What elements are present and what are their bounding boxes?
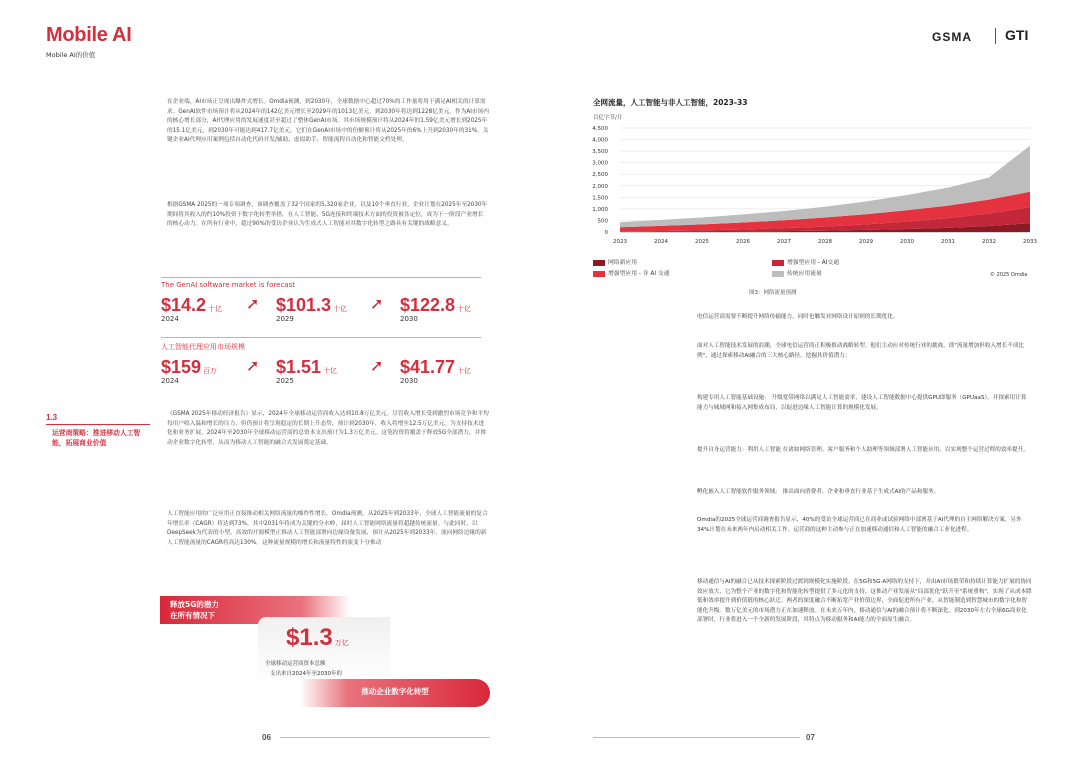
stat-agent-2030	[400, 357, 471, 385]
y-tick-label: 3,500	[592, 149, 608, 156]
divider	[161, 277, 481, 278]
right-paragraph-6: Omdia的2025全球运营商调查报告显示，40%的受访全球运营商已在商业或试验网络中部署基于AI代理的自主网络解决方案，另外34%计划在未来两年内启动相关工作。运营商的这种主动参与正在加速移动通信和人工智能的融合工业化进程。	[697, 517, 1022, 533]
x-tick-label: 2029	[859, 239, 873, 245]
callout-band-digital	[300, 679, 490, 707]
chart-y-axis-label: 百亿字节/月	[593, 115, 623, 121]
section-divider	[46, 424, 150, 425]
stat-agent-2025	[276, 357, 337, 385]
stat-unit: 百万	[203, 368, 218, 375]
right-paragraph-2: 面对人工智能技术发展的浪潮，全球电信运营商正积极推动战略转型。他们主动应对传统行业的挑战，即"流量增加但收入增长不成比例"，通过探索移动AI融合的三大核心路径，挖掘其价值潜力：	[697, 343, 1025, 359]
legend-swatch	[593, 260, 605, 266]
stat-value: $159	[161, 357, 202, 377]
gsma-logo: GSMA	[932, 30, 972, 44]
chart-source: © 2025 Omdia	[990, 272, 1028, 278]
callout-text: 释放5G的潜力 在所有情况下	[170, 600, 219, 620]
stat-agent-2024	[161, 357, 217, 385]
left-paragraph-3: 《GSMA 2025年移动经济报告》显示，2024年全球移动运营商收入达到10.8万亿美元。尽管收入增长受到激烈市场竞争和平均每用户收入温和增长的压力，但仍预计将呈现稳定的长期上升态势，预计到2030年，收入将增至12.5万亿美元。为支持技术进化和业务扩展，2024年至2030年全球移动运营商的总资本支出预计为1.3万亿美元。这笔投资将覆盖于释放5G全部潜力，并推动企业数字化转型，从而为移动人工智能的融合式发展奠定基础。	[167, 411, 489, 446]
x-tick-label: 2031	[941, 239, 955, 245]
legend-swatch	[772, 260, 784, 266]
page-number-right: 07	[806, 733, 815, 742]
right-paragraph-3: 构建专用人工智能基础设施： 升级宽带网络以满足人工智能需求，建设人工智能数据中心提供GPU即服务（GPUaaS），并探索用计算能力与城域网和接入网集成布局，以促进边缘人工智能计算的规模化发展。	[697, 395, 1027, 411]
x-tick-label: 2030	[900, 239, 914, 245]
stat-year: 2030	[400, 315, 418, 323]
stat-genai-2029	[276, 295, 347, 323]
left-paragraph-4: 人工智能应用的广泛应用正直接推动相关网络流量的爆炸性增长。Omdia预测，从2025年到2033年，全球人工智能流量的复合年增长率（CAGR）将达到73%，其中2031年将成为关键的分水岭，届时人工智能网络流量将超越传统流量。与此同时，以DeepSeek为代表的小型、高效的开源模型正推动人工智能部署向边缘设备发展，预计从2025年到2033年，流向网络边缘的新人工智能流量的CAGR将高达130%。这种流量规模的增长和流量特性的演变十分推动	[167, 511, 488, 546]
figure-caption: 图3：网络流量预测	[749, 290, 797, 296]
stat-year: 2024	[161, 315, 179, 323]
stat-genai-2030	[400, 295, 471, 323]
report-title: Mobile AI	[46, 24, 132, 46]
y-tick-label: 0	[604, 230, 608, 236]
stat-value: $1.51	[276, 357, 322, 377]
section-title: 运营商策略：推进移动人工智能，拓展商业价值	[52, 429, 141, 447]
stats-heading-ai-agents: 人工智能代理应用市场规模	[161, 343, 245, 351]
stat-value: $41.77	[400, 357, 456, 377]
page-number-left: 06	[262, 733, 271, 742]
left-paragraph-2: 根据GSMA 2025的一项专项调查，该调查覆盖了32个国家的5,320家企业，以及10个垂直行业，企业计划在2025年至2030年期间将其收入的约10%投资于数字化转型举措。在人工智能、5G连接和终端技术方面的投资被各定位，成为下一阶段产业增长的核心动力。在所有行业中，超过90%的受访企业认为生成式人工智能对其数字化转型之路具有关键的战略意义。	[167, 202, 488, 227]
trend-up-arrow-icon: ➚	[370, 356, 384, 375]
stat-unit: 十亿	[323, 368, 338, 375]
trend-up-arrow-icon: ➚	[370, 294, 384, 313]
x-tick-label: 2026	[736, 239, 750, 245]
traffic-area-chart	[580, 118, 1040, 250]
legend-swatch	[593, 271, 605, 277]
y-tick-label: 2,000	[592, 183, 608, 190]
gti-logo: GTI	[1005, 27, 1029, 43]
legend-item: 传统应用流量	[772, 268, 822, 277]
stat-year: 2029	[276, 315, 294, 323]
x-tick-label: 2027	[777, 239, 791, 245]
y-tick-label: 500	[597, 218, 608, 225]
capex-value: $1.3 万亿	[286, 624, 349, 651]
divider	[161, 337, 481, 338]
report-subtitle: Mobile AI的价值	[46, 51, 96, 59]
y-tick-label: 1,500	[592, 195, 608, 202]
stat-unit: 十亿	[208, 306, 223, 313]
y-tick-label: 3,000	[592, 160, 608, 167]
trend-up-arrow-icon: ➚	[246, 356, 260, 375]
stat-unit: 十亿	[457, 368, 472, 375]
x-tick-label: 2032	[982, 239, 996, 245]
stat-year: 2030	[400, 377, 418, 385]
stat-value: $14.2	[161, 295, 207, 315]
footer-rule	[593, 737, 800, 738]
stat-value: $101.3	[276, 295, 332, 315]
legend-item: 增强型应用 - AI交通	[772, 257, 839, 266]
y-tick-label: 4,000	[592, 137, 608, 144]
stat-year: 2024	[161, 377, 179, 385]
stat-unit: 十亿	[457, 306, 472, 313]
section-number: 1.3	[46, 413, 58, 422]
trend-up-arrow-icon: ➚	[246, 294, 260, 313]
stat-value: $122.8	[400, 295, 456, 315]
right-paragraph-1: 电信运营商需要不断提升网络传输能力，同时也触发对网络设计原则的长期优化。	[697, 314, 899, 320]
x-tick-label: 2025	[695, 239, 709, 245]
chart-title: 全网流量，人工智能与非人工智能，2023-33	[593, 98, 748, 107]
stat-genai-2024	[161, 295, 222, 323]
x-tick-label: 2033	[1023, 239, 1037, 245]
stat-unit: 十亿	[333, 306, 348, 313]
stat-year: 2025	[276, 377, 294, 385]
logo-divider	[995, 28, 996, 44]
y-tick-label: 4,500	[592, 126, 608, 132]
x-tick-label: 2024	[654, 239, 668, 245]
footer-rule	[280, 737, 490, 738]
callout-text: 推动企业数字化转型	[361, 687, 429, 696]
legend-swatch	[772, 271, 784, 277]
left-paragraph-1: 在企业端，AI市场正呈现出爆炸式增长。Omdia预测，到2030年，全球数据中心超过70%的工作量将用于满足AI相关的计算需求。GenAI软件市场预计将从2024年的142亿美元增长至2029年的1013亿美元，到2030年将达到1228亿美元。作为AI市场内的核心增长部分，AI代理应用的发展速度甚至超过了整体GenAI市场。其市场规模预计将从2024年的1.59亿美元增长到2025年的15.1亿美元，到2030年可能达到417.7亿美元。它们在GenAI市场中的份额预计将从2025年的6%上升到2030年的31%。关键企业AI代理应用案例包括自动化代码开发/辅助、虚拟助手、智能流程自动化和智能文档处理。	[167, 99, 489, 143]
capex-label-line1: 全球移动运营商资本总额	[265, 661, 326, 667]
right-paragraph-7: 移动通信与AI的融合已从技术探索阶段过渡到规模化实施阶段。在5G和5G-A网络的支持下，并由AI市场繁荣和持续计算能力扩展的协同效应放大，它为整个产业的数字化和智能化转型提供了多元化的支持。这推动产业发展从"局部优化"跃升至"系统重构"，实现了从成本降低和效率提升到价值链的核心跃迁。两者的深度融合不断拓宽产业价值边界，全面促进所有产业，从智能制造到智慧城市的数字化和智能化升级。数万亿美元的市场潜力正在加速释放。在未来五年内，移动通信与AI的融合预计将不断深化。到2030年左右全球6G商业化部署时，行业将进入一个全新的发展阶段，其特点为移动服务和AI能力的全面原生融合。	[697, 579, 1032, 623]
x-tick-label: 2028	[818, 239, 832, 245]
right-paragraph-4: 提升自身运营能力：利用人工智能 在诸如网络管理、客户服务和个人助理等领域部署人工智能应用，以实现整个运营过程的效率提升。	[697, 447, 1029, 453]
legend-item: 网络新应用	[593, 257, 637, 266]
y-tick-label: 2,500	[592, 172, 608, 179]
right-paragraph-5: 孵化嵌入人工智能软件服务领域： 推出面向消费者、企业和垂直行业基于生成式AI的产品和服务。	[697, 489, 940, 495]
stats-heading-genai: The GenAI software market is forecast	[161, 281, 295, 289]
y-tick-label: 1,000	[592, 206, 608, 213]
capex-label-line2: 支出来自2024年至2030年的	[270, 671, 342, 677]
legend-item: 增强型应用 - 非 AI 交通	[593, 268, 670, 277]
x-tick-label: 2023	[613, 239, 627, 245]
